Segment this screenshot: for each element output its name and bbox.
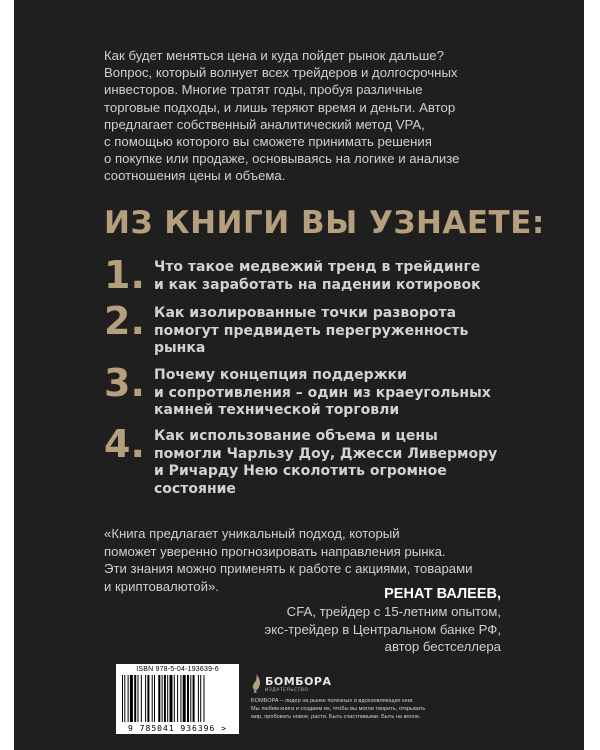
item-text (154, 259, 514, 294)
item-line: Как использование объема и цены (154, 428, 438, 444)
intro-line: предлагает собственный аналитический метод VPA, (104, 116, 425, 132)
quote-line: поможет уверенно прогнозировать направления рынка. (104, 543, 446, 559)
intro-line: о покупке или продаже, основываясь на логике и анализе (104, 151, 460, 167)
item-text (154, 305, 514, 358)
publisher-blurb (251, 697, 501, 721)
item-number: 1. (104, 253, 145, 297)
barcode (116, 664, 239, 734)
item-line: рынка (154, 340, 206, 356)
author-detail: экс-трейдер в Центральном банке РФ, (264, 621, 501, 637)
barcode-bars (122, 675, 233, 722)
blurb-line: мир, пробовать новое, расти. Быть счастливыми. Быть на волне. (251, 714, 421, 720)
blurb-line: Мы любим книги и создаем их, чтобы вы могли творить, открывать (251, 706, 426, 712)
back-cover (14, 0, 584, 750)
publisher-brand: БОМБОРА (265, 675, 332, 688)
item-line: Как изолированные точки разворота (154, 305, 457, 321)
intro-line: инвесторов. Многие тратят годы, пробуя различные (104, 82, 423, 98)
quote-line: Эти знания можно применять к работе с акциями, товарами (104, 561, 473, 577)
item-line: Что такое медвежий тренд в трейдинге (154, 259, 481, 275)
item-number: 2. (104, 299, 145, 343)
barcode-digits: 9 785041 936396 > (128, 724, 227, 733)
section-heading: ИЗ КНИГИ ВЫ УЗНАЕТЕ: (104, 205, 545, 241)
item-line: и как заработать на падении котировок (154, 276, 481, 293)
author-detail: автор бестселлера (384, 639, 501, 655)
quote-line: «Книга предлагает уникальный подход, который (104, 526, 400, 541)
bombora-mark-icon (251, 673, 262, 693)
publisher-subtitle: ИЗДАТЕЛЬСТВО (265, 688, 309, 693)
quote-author (264, 585, 501, 656)
item-line: и сопротивления – один из краеугольных (154, 384, 491, 401)
item-number: 3. (104, 361, 145, 405)
blurb-line: БОМБОРА – лидер на рынке полезных и вдохновляющих книг. (251, 698, 414, 704)
item-text (154, 367, 514, 420)
item-text (154, 428, 514, 498)
item-line: Почему концепция поддержки (154, 367, 407, 383)
intro-line: соотношения цены и объема. (104, 168, 286, 184)
quote-line: и криптовалютой». (104, 578, 219, 594)
item-number: 4. (104, 422, 145, 466)
intro-line: Вопрос, который волнует всех трейдеров и долгосрочных (104, 65, 458, 81)
item-line: состояние (154, 480, 236, 497)
intro-line: с помощью которого вы сможете принимать решения (104, 134, 432, 150)
item-line: камней технической торговли (154, 402, 400, 418)
intro-line: торговые подходы, и лишь теряют время и деньги. Автор (104, 99, 456, 115)
item-line: помогут предвидеть перегруженность (154, 322, 469, 339)
item-line: и Ричарду Нею сколотить огромное (154, 463, 447, 479)
intro-line: Как будет меняться цена и куда пойдет рынок дальше? (104, 48, 444, 63)
item-line: помогли Чарльзу Доу, Джесси Ливермору (154, 445, 498, 462)
author-name: РЕНАТ ВАЛЕЕВ, (384, 586, 501, 602)
author-detail: CFA, трейдер с 15-летним опытом, (286, 604, 501, 619)
intro-paragraph (104, 47, 504, 185)
isbn-label: ISBN 978-5-04-193639-6 (136, 666, 219, 673)
